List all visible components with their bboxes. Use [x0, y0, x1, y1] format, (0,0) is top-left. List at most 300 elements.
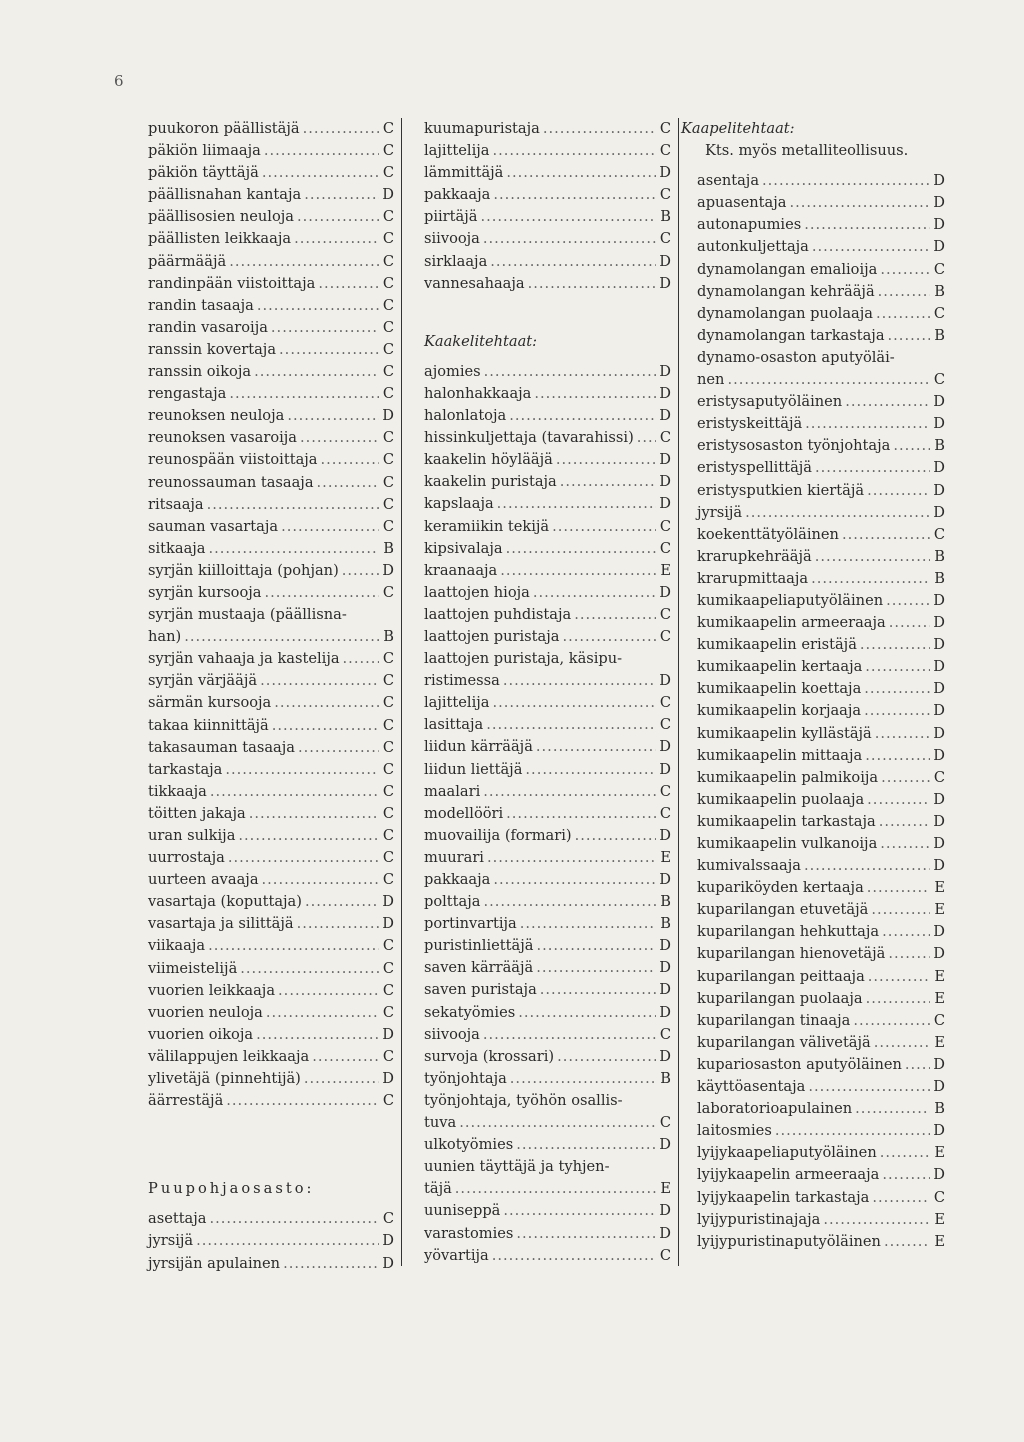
entry-code: B [934, 437, 945, 455]
entry-code: C [933, 1011, 945, 1029]
entry-name: lajittelija [424, 142, 490, 160]
entry-name: portinvartija [424, 915, 517, 933]
entry-code: E [660, 848, 671, 866]
entry-row [148, 803, 394, 825]
entry-row [697, 435, 945, 457]
entry-code: C [933, 525, 945, 543]
entry-code: D [659, 672, 671, 690]
entry-row [148, 472, 394, 494]
entry-row [148, 626, 394, 648]
entry-row [148, 206, 394, 228]
leader-dots [303, 118, 379, 140]
entry-code: C [382, 164, 394, 182]
entry-row [424, 582, 671, 604]
entry-code: C [382, 959, 394, 977]
entry-code: C [382, 296, 394, 314]
entry-code: D [659, 1047, 671, 1065]
leader-dots [240, 958, 379, 980]
entry-row [424, 1223, 671, 1245]
entry-code: C [382, 1092, 394, 1110]
entry-name: viimeistelijä [148, 959, 238, 977]
entry-code: D [933, 1055, 945, 1073]
entry-row [424, 1046, 671, 1068]
section-heading: Kaapelitehtaat: [681, 120, 795, 137]
column-middle [424, 118, 671, 1267]
entry-row [697, 1187, 945, 1209]
wrapped-entry [697, 347, 945, 391]
leader-dots [808, 1076, 930, 1098]
leader-dots [209, 538, 380, 560]
entry-name: kupariosaston aputyöläinen [697, 1055, 902, 1073]
entry-code: B [660, 893, 671, 911]
entry-row [697, 612, 945, 634]
leader-dots [516, 1134, 656, 1156]
leader-dots [209, 1208, 379, 1230]
entry-name: päällisnahan kantaja [148, 186, 302, 204]
leader-dots [881, 767, 930, 789]
leader-dots [283, 1253, 379, 1275]
leader-dots [875, 723, 930, 745]
page-number: 6 [114, 72, 124, 90]
entry-code: C [659, 539, 671, 557]
entry-row [697, 833, 945, 855]
leader-dots [811, 568, 930, 590]
entry-row [697, 325, 945, 347]
entry-name: lyijypuristinaputyöläinen [697, 1232, 881, 1250]
entry-name: survoja (krossari) [424, 1047, 555, 1065]
entry-name: eristyspellittäjä [697, 459, 813, 477]
leader-dots [497, 493, 656, 515]
entry-name: randinpään viistoittaja [148, 274, 316, 292]
entry-code: C [382, 363, 394, 381]
entry-row [148, 935, 394, 957]
leader-dots [506, 538, 656, 560]
leader-dots [493, 140, 657, 162]
leader-dots [490, 251, 656, 273]
entry-code: C [382, 429, 394, 447]
entry-row [148, 560, 394, 582]
entry-name: kumikaapelin tarkastaja [697, 812, 876, 830]
entry-name: takaa kiinnittäjä [148, 716, 269, 734]
entry-name: dynamolangan kehrääjä [697, 282, 875, 300]
column-left [148, 118, 394, 1275]
entry-name: uuniseppä [424, 1202, 501, 1220]
entry-name: kuparilangan tinaaja [697, 1011, 851, 1029]
leader-dots [823, 1209, 930, 1231]
entry-name: vuorien leikkaaja [148, 981, 276, 999]
entry-name: ristimessa [424, 672, 500, 690]
entry-name: viikaaja [148, 937, 206, 955]
entry-code: D [382, 561, 394, 579]
entry-row [697, 634, 945, 656]
leader-dots [879, 811, 930, 833]
entry-row [148, 1024, 394, 1046]
entry-name: kumikaapelin puolaaja [697, 790, 865, 808]
entry-row [148, 692, 394, 714]
leader-dots [874, 1032, 930, 1054]
leader-dots [789, 192, 930, 214]
leader-dots [812, 236, 930, 258]
entry-code: C [382, 340, 394, 358]
column-right [681, 118, 945, 1253]
entry-code: D [933, 658, 945, 676]
entry-row [424, 560, 671, 582]
entry-code: C [659, 1114, 671, 1132]
entry-name: ylivetäjä (pinnehtijä) [148, 1070, 301, 1088]
leader-dots [520, 913, 656, 935]
entry-name: eristysputkien kiertäjä [697, 481, 865, 499]
entry-name: kumikaapelin eristäjä [697, 636, 857, 654]
entry-row [697, 1209, 945, 1231]
entry-row [424, 228, 671, 250]
leader-dots [483, 1024, 656, 1046]
entry-name: sitkaaja [148, 539, 206, 557]
entry-row [697, 259, 945, 281]
entry-row [697, 1142, 945, 1164]
entry-row [424, 626, 671, 648]
entry-name: eristysosaston työnjohtaja [697, 437, 891, 455]
entry-row [148, 118, 394, 140]
entry-code: D [659, 495, 671, 513]
leader-dots [888, 325, 930, 347]
entry-name: reunossauman tasaaja [148, 473, 314, 491]
entry-row [424, 427, 671, 449]
leader-dots [556, 449, 656, 471]
leader-dots [343, 648, 379, 670]
entry-row [697, 811, 945, 833]
leader-dots [455, 1178, 656, 1200]
entry-name-line1: syrjän mustaaja (päällisna- [148, 606, 347, 624]
entry-code: D [933, 945, 945, 963]
entry-name: kumivalssaaja [697, 857, 801, 875]
leader-dots [536, 935, 656, 957]
entry-row [697, 966, 945, 988]
entry-code: D [933, 591, 945, 609]
entry-name: käyttöasentaja [697, 1078, 806, 1096]
entry-list [424, 692, 671, 1090]
entry-code: D [659, 384, 671, 402]
entry-code: D [659, 738, 671, 756]
leader-dots [459, 1112, 656, 1134]
entry-code: D [659, 871, 671, 888]
entry-name: han) [148, 628, 182, 646]
entry-name: lyijykaapelin tarkastaja [697, 1188, 870, 1206]
entry-code: B [660, 915, 671, 933]
entry-row [148, 317, 394, 339]
entry-code: D [933, 459, 945, 477]
entry-code: C [382, 385, 394, 403]
entry-code: C [382, 760, 394, 778]
leader-dots [486, 714, 656, 736]
leader-dots [287, 405, 379, 427]
leader-dots [745, 502, 930, 524]
entry-row [148, 1002, 394, 1024]
leader-dots [884, 1231, 930, 1253]
leader-dots [882, 1164, 930, 1186]
leader-dots [264, 582, 379, 604]
entry-row [148, 1253, 394, 1275]
leader-dots [867, 877, 930, 899]
entry-name: halonhakkaaja [424, 384, 532, 402]
entry-name-line1: dynamo-osaston aputyöläi- [697, 348, 895, 366]
entry-code: C [659, 716, 671, 734]
entry-row [424, 604, 671, 626]
entry-row [697, 855, 945, 877]
entry-name: siivooja [424, 230, 480, 248]
entry-code: C [659, 142, 671, 160]
entry-name: vasartaja (koputtaja) [148, 893, 302, 911]
entry-name: särmän kursooja [148, 694, 272, 712]
entry-row [148, 538, 394, 560]
leader-dots [249, 803, 379, 825]
leader-dots [845, 391, 930, 413]
entry-code: D [933, 835, 945, 852]
entry-row [697, 877, 945, 899]
entry-row [424, 206, 671, 228]
entry-row [697, 767, 945, 789]
entry-code: E [660, 1180, 671, 1198]
entry-name: eristyskeittäjä [697, 415, 803, 433]
entry-row [697, 789, 945, 811]
wrapped-entry [148, 604, 394, 648]
entry-row [424, 184, 671, 206]
entry-code: D [933, 481, 945, 499]
entry-name: työnjohtaja [424, 1069, 507, 1087]
entry-code: C [659, 120, 671, 137]
entry-name: autonkuljettaja [697, 238, 809, 256]
entry-list [148, 1208, 394, 1274]
entry-code: C [659, 804, 671, 822]
leader-dots [871, 899, 930, 921]
entry-name: kumikaapelin koettaja [697, 680, 862, 698]
section-heading: Puupohjaosasto: [148, 1180, 315, 1198]
entry-name: kuparilangan välivetäjä [697, 1033, 871, 1051]
entry-name: kupariköyden kertaaja [697, 879, 864, 897]
entry-code: D [382, 893, 394, 911]
entry-row [148, 582, 394, 604]
entry-row [697, 546, 945, 568]
entry-row [424, 516, 671, 538]
entry-name: päärmääjä [148, 252, 227, 270]
leader-dots [503, 1200, 656, 1222]
leader-dots [865, 656, 930, 678]
entry-name: uran sulkija [148, 827, 236, 844]
entry-row [697, 214, 945, 236]
entry-code: C [933, 304, 945, 322]
leader-dots [281, 516, 379, 538]
entry-code: C [659, 627, 671, 645]
entry-code: C [382, 230, 394, 248]
entry-code: D [659, 1224, 671, 1242]
entry-code: C [382, 1047, 394, 1065]
entry-code: C [382, 495, 394, 513]
entry-code: D [933, 1122, 945, 1140]
leader-dots [893, 435, 930, 457]
wrapped-entry [424, 1090, 671, 1134]
leader-dots [525, 759, 656, 781]
entry-name: ranssin kovertaja [148, 340, 277, 358]
leader-dots [487, 847, 656, 869]
entry-row [697, 745, 945, 767]
entry-code: D [933, 393, 945, 411]
entry-row [148, 648, 394, 670]
entry-code: C [659, 1246, 671, 1264]
entry-code: D [933, 702, 945, 720]
leader-dots [294, 228, 379, 250]
leader-dots [493, 184, 656, 206]
entry-row [697, 723, 945, 745]
entry-name: apuasentaja [697, 194, 787, 212]
leader-dots [238, 825, 379, 847]
entry-code: D [933, 680, 945, 698]
entry-row [697, 988, 945, 1010]
entry-code: E [660, 561, 671, 579]
entry-code: D [659, 164, 671, 182]
entry-name: reunoksen neuloja [148, 407, 285, 425]
leader-dots [574, 604, 656, 626]
entry-row [424, 383, 671, 405]
entry-code: C [659, 429, 671, 447]
entry-row [697, 369, 945, 391]
entry-code: C [659, 605, 671, 623]
entry-name: lyijykaapeliaputyöläinen [697, 1144, 877, 1162]
entry-name: vannesahaaja [424, 274, 525, 292]
leader-dots [256, 1024, 379, 1046]
section-note: Kts. myös metalliteollisuus. [705, 142, 909, 160]
entry-code: D [382, 1025, 394, 1043]
entry-code: D [933, 172, 945, 190]
entry-row [424, 1024, 671, 1046]
leader-dots [543, 118, 656, 140]
leader-dots [540, 979, 656, 1001]
entry-name: jyrsijä [148, 1232, 194, 1250]
entry-name: ritsaaja [148, 495, 204, 513]
entry-name: vuorien oikoja [148, 1025, 254, 1043]
entry-name: kipsivalaja [424, 539, 503, 557]
entry-row [148, 869, 394, 891]
entry-name: ajomies [424, 362, 481, 380]
entry-name: täjä [424, 1180, 452, 1198]
entry-name: päkiön liimaaja [148, 142, 261, 160]
entry-name: kuparilangan etuvetäjä [697, 901, 869, 919]
entry-list [148, 648, 394, 1112]
column-divider [401, 118, 402, 1266]
leader-dots [804, 214, 930, 236]
entry-name: takasauman tasaaja [148, 738, 295, 756]
leader-dots [500, 560, 656, 582]
entry-code: D [933, 1078, 945, 1096]
leader-dots [274, 692, 379, 714]
entry-name: kumikaapelin mittaaja [697, 746, 863, 764]
leader-dots [842, 524, 930, 546]
entry-name: jyrsijä [697, 503, 743, 521]
entry-code: D [659, 407, 671, 425]
entry-code: D [933, 1166, 945, 1184]
leader-dots [318, 273, 379, 295]
leader-dots [297, 913, 379, 935]
entry-row [424, 1178, 671, 1200]
leader-dots [297, 206, 379, 228]
entry-row [424, 1002, 671, 1024]
entry-name: maalari [424, 782, 481, 800]
entry-name: syrjän vahaaja ja kastelija [148, 650, 340, 668]
entry-code: D [659, 362, 671, 380]
entry-row [697, 170, 945, 192]
entry-row [697, 1231, 945, 1253]
entry-name: kumikaapelin korjaaja [697, 702, 862, 720]
entry-name: jyrsijän apulainen [148, 1254, 281, 1272]
entry-row [148, 516, 394, 538]
leader-dots [815, 457, 930, 479]
entry-row [424, 935, 671, 957]
leader-dots [886, 590, 930, 612]
leader-dots [880, 833, 930, 855]
entry-row [424, 538, 671, 560]
entry-row [148, 383, 394, 405]
leader-dots [480, 206, 656, 228]
leader-dots [860, 634, 930, 656]
entry-name: laattojen puhdistaja [424, 605, 572, 623]
leader-dots [855, 1098, 930, 1120]
entry-row [148, 140, 394, 162]
entry-list [697, 391, 945, 1253]
entry-row [148, 715, 394, 737]
entry-code: C [382, 716, 394, 734]
entry-row [148, 251, 394, 273]
leader-dots [226, 1090, 379, 1112]
entry-code: D [659, 981, 671, 999]
entry-name: piirtäjä [424, 208, 478, 226]
entry-code: D [933, 238, 945, 256]
leader-dots [229, 251, 379, 273]
entry-list [424, 1200, 671, 1266]
entry-name: laboratorioapulainen [697, 1100, 853, 1118]
leader-dots [300, 427, 379, 449]
entry-code: C [382, 827, 394, 844]
entry-name: välilappujen leikkaaja [148, 1047, 310, 1065]
leader-dots [493, 869, 656, 891]
entry-code: E [934, 901, 945, 919]
entry-row [424, 361, 671, 383]
entry-row [697, 457, 945, 479]
leader-dots [562, 626, 656, 648]
leader-dots [298, 737, 379, 759]
entry-name: laitosmies [697, 1122, 772, 1140]
entry-name: kumikaapelin armeeraaja [697, 614, 886, 632]
entry-code: C [382, 142, 394, 160]
entry-row [148, 737, 394, 759]
entry-name: ulkotyömies [424, 1136, 514, 1154]
entry-row [697, 480, 945, 502]
entry-row [697, 678, 945, 700]
entry-name: yövartija [424, 1246, 489, 1264]
leader-dots [534, 383, 656, 405]
entry-name: muovailija (formari) [424, 826, 572, 844]
entry-row [424, 405, 671, 427]
entry-code: C [382, 738, 394, 756]
leader-dots [260, 670, 379, 692]
entry-name: uurteen avaaja [148, 871, 259, 889]
entry-name: koekenttätyöläinen [697, 525, 839, 543]
leader-dots [727, 369, 930, 391]
entry-code: D [659, 1202, 671, 1220]
entry-row [148, 295, 394, 317]
leader-dots [762, 170, 930, 192]
entry-code: C [382, 120, 394, 137]
leader-dots [225, 759, 379, 781]
entry-row [148, 1046, 394, 1068]
entry-row [148, 980, 394, 1002]
